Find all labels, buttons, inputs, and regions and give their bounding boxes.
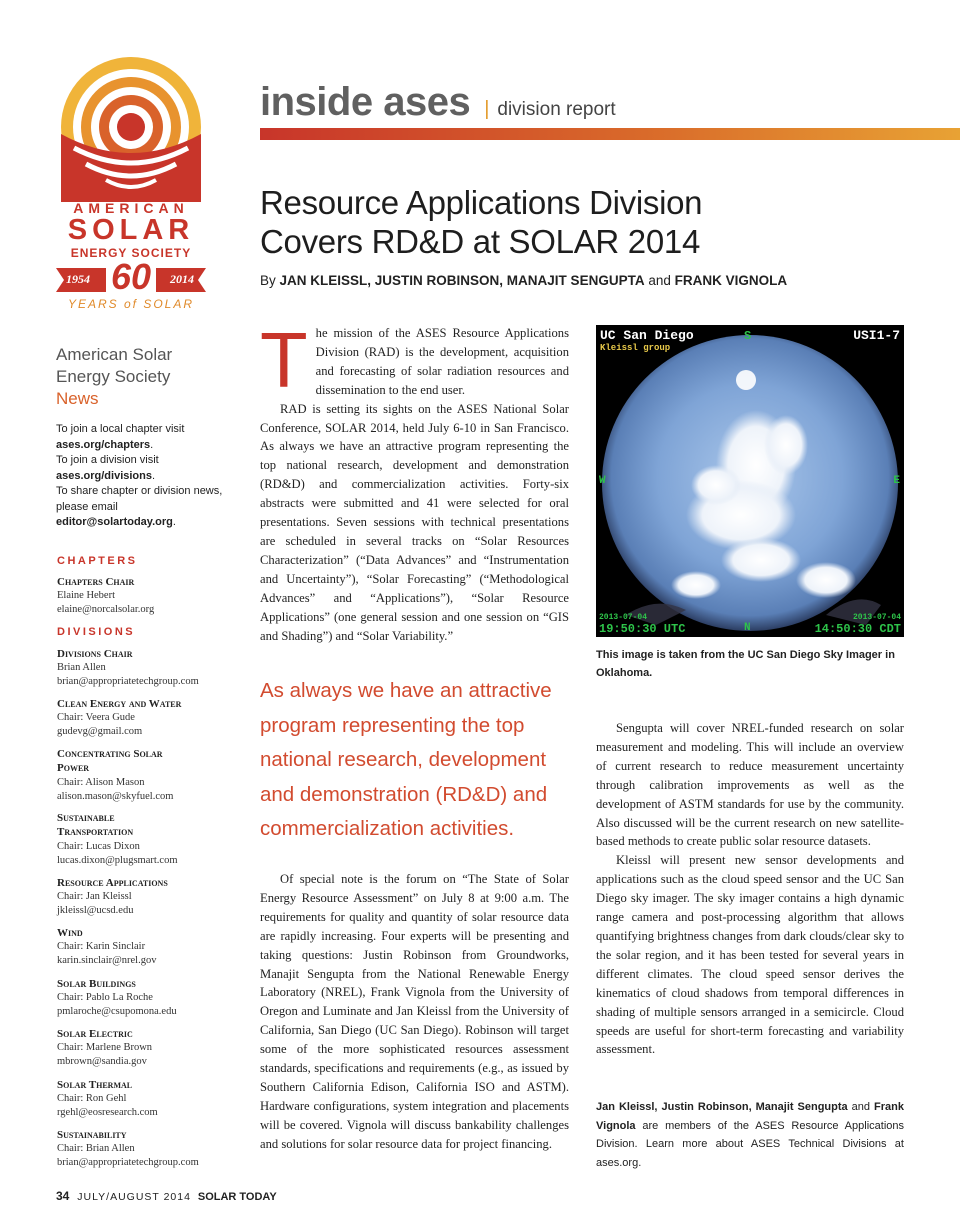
sky-time-left: 19:50:30 UTC [599, 622, 686, 636]
entry-name: Chair: Veera Gude [57, 712, 135, 723]
sky-time-right: 14:50:30 CDT [814, 622, 901, 636]
paragraph-text: he mission of the ASES Resource Applications Division (RAD) is the development, acquisition and forecasting of solar radiation resources and dissemination to the end user. [315, 326, 569, 397]
logo-years-of-solar: YEARS of SOLAR [67, 297, 195, 311]
entry-name: Chair: Marlene Brown [57, 1042, 153, 1053]
division-entry [57, 647, 232, 689]
sky-label-group: Kleissl group [600, 343, 671, 353]
entry-name: Chair: Alison Mason [57, 777, 145, 788]
paragraph: Kleissl will present new sensor developments and applications such as the cloud speed sensor and the UC San Diego sky imager. The sky imager contains a high dynamic range camera and post-processing algorithm that allows quantifying brightness changes from dark clouds/clear sky to the solar region, and it has been tested for several years in different climates. The cloud speed sensor derives the kinematics of cloud shadows from temporal differences in shading of multiple sensors arranged in a semicircle. Cloud speeds are useful for short-term forecasting and variability assessment. [596, 853, 904, 1057]
entry-title: Wind [57, 927, 83, 939]
division-entry-contact [57, 840, 232, 868]
sidebar-title-news: News [56, 389, 99, 408]
article-column-1 [260, 316, 569, 645]
article-title [260, 183, 820, 261]
logo-sixty: 60 [110, 256, 152, 297]
entry-email[interactable]: karin.sinclair@nrel.gov [57, 955, 157, 966]
entry-name: Brian Allen [57, 662, 106, 673]
issue-date: JULY/AUGUST 2014 [77, 1191, 191, 1203]
entry-email[interactable]: brian@appropriatetechgroup.com [57, 1157, 199, 1168]
byline-prefix: By [260, 273, 276, 288]
entry-email[interactable]: jkleissl@ucsd.edu [57, 905, 134, 916]
pull-quote: As always we have an attractive program representing the top national research, development and demonstration (RD&D) and commercialization activities. [260, 679, 552, 841]
entry-title: Solar Thermal [57, 1079, 133, 1091]
article-title-line2: Covers RD&D at SOLAR 2014 [260, 223, 701, 260]
sky-label-top-left: UC San Diego [600, 328, 694, 343]
chapters-chair-entry [57, 575, 232, 617]
sky-label-north: S [744, 329, 752, 343]
division-entry [57, 747, 167, 775]
sidebar-join-info: To join a local chapter visit ases.org/chapters. To join a division visit ases.org/divisions. To share chapter or division news, please email editor@solartoday.org. [56, 423, 223, 528]
article-title-line1: Resource Applications Division [260, 184, 703, 221]
paragraph: Sengupta will cover NREL-funded research on solar measurement and modeling. This will include an overview of current research to reduce measurement uncertainty through calibration improvements as well as the development of ASTM standards for use by the community. Also discussed will be the current research on new satellite-based methods to create public solar resource datasets. [596, 721, 904, 849]
join-chapter-text: To join a local chapter visit [56, 423, 185, 435]
paragraph: Of special note is the forum on “The State of Solar Energy Resource Assessment” on July 8 at 9:00 a.m. The requirements for quality and quantity of solar resource data are rapidly increasing. Four experts will be presenting and taking questions: Justin Robinson from Groundworks, Manajit Sengupta from the National Renewable Energy Laboratory (NREL), Frank Vignola from the University of Oregon and Luminate and Jan Kleissl from the University of California, San Diego (UC San Diego). Robinson will target some of the more sophisticated resources assessment standards, specifications and requirements (e.g., as issued by Southern California Edison, California ISO and ASTM). Hardware configurations, system integration and placements will be covered. Vignola will discuss bankability challenges and solutions for solar resource data for project financing. [260, 872, 569, 1151]
division-entry [57, 1027, 232, 1069]
ases-logo [56, 52, 206, 317]
sky-label-east: E [893, 475, 900, 487]
image-caption: This image is taken from the UC San Diego Sky Imager in Oklahoma. [596, 649, 895, 679]
entry-title: Sustainability [57, 1129, 127, 1141]
bio-last-name: Frank Vignola [596, 1101, 905, 1132]
division-entry [57, 926, 232, 968]
entry-email[interactable]: lucas.dixon@plugsmart.com [57, 855, 178, 866]
join-division-text: To join a division visit [56, 454, 159, 466]
entry-name: Chair: Pablo La Roche [57, 992, 153, 1003]
section-title: inside ases [260, 80, 471, 124]
sky-label-south: N [744, 622, 751, 634]
division-entry [57, 1078, 232, 1120]
sky-date-left: 2013-07-04 [599, 613, 648, 622]
division-entry [57, 1128, 232, 1170]
sidebar-title [56, 344, 216, 410]
entry-name: Chair: Ron Gehl [57, 1093, 127, 1104]
logo-solar: SOLAR [67, 214, 195, 246]
sidebar-title-line2: Energy Society [56, 367, 171, 386]
division-entry [57, 977, 232, 1019]
sky-imager-photo [596, 325, 904, 637]
entry-title: Sustainable Transportation [57, 812, 134, 838]
page-footer [56, 1189, 277, 1203]
paragraph-intro [260, 316, 569, 404]
join-chapter-link[interactable]: ases.org/chapters [56, 438, 151, 451]
drop-cap: T [260, 316, 308, 404]
logo-energy-society: ENERGY SOCIETY [70, 246, 192, 260]
section-header [260, 80, 616, 128]
sidebar-title-line1: American Solar [56, 345, 173, 364]
division-entry [57, 811, 167, 839]
bio-and: and [851, 1101, 871, 1113]
sky-photo-icon [596, 325, 904, 637]
entry-email[interactable]: mbrown@sandia.gov [57, 1056, 147, 1067]
entry-email[interactable]: pmlaroche@csupomona.edu [57, 1006, 177, 1017]
byline-and: and [648, 273, 671, 288]
entry-name: Chair: Lucas Dixon [57, 841, 140, 852]
sun-logo-icon [56, 52, 206, 202]
entry-title: Divisions Chair [57, 648, 133, 660]
sky-date-right: 2013-07-04 [852, 613, 901, 622]
entry-email[interactable]: elaine@norcalsolar.org [57, 604, 155, 615]
bio-names: Jan Kleissl, Justin Robinson, Manajit Sengupta [596, 1101, 848, 1113]
section-subtitle: division report [497, 99, 616, 120]
divisions-heading: DIVISIONS [57, 626, 136, 638]
header-gradient-bar [260, 128, 960, 140]
entry-title: Clean Energy and Water [57, 698, 182, 710]
division-entry [57, 876, 232, 918]
division-entry-contact [57, 776, 232, 804]
share-email-link[interactable]: editor@solartoday.org [56, 516, 173, 528]
entry-email[interactable]: rgehl@eosresearch.com [57, 1107, 158, 1118]
entry-email[interactable]: gudevg@gmail.com [57, 726, 143, 737]
entry-title: Resource Applications [57, 877, 168, 889]
page-number: 34 [56, 1189, 70, 1203]
magazine-name: SOLAR TODAY [197, 1191, 277, 1203]
article-column-2 [596, 719, 904, 1059]
logo-year-start: 1954 [66, 272, 90, 286]
division-entry [57, 697, 232, 739]
entry-title: Solar Electric [57, 1028, 133, 1040]
paragraph: RAD is setting its sights on the ASES National Solar Conference, SOLAR 2014, held July 6-10 in San Francisco. As always we have an attractive program representing the top national research, development and demonstration (RD&D) and commercialization activities. Forty-six abstracts were submitted and 41 were selected for oral presentations. Seven sessions with technical presentations are scheduled in several tracks on “Solar Resources Characterization” (“Data Advances” and “Instrumentation and Uncertainty”), “Solar Forecasting” (“Methodological Advances” and “Applications”), “Solar Resource Applications” (one general session and one session on “GIS and Shading”) and “Solar Variability.” [260, 401, 569, 643]
byline [260, 273, 860, 288]
entry-name: Elaine Hebert [57, 590, 116, 601]
join-division-link[interactable]: ases.org/divisions [56, 469, 152, 482]
entry-title: Chapters Chair [57, 576, 135, 588]
share-text: To share chapter or division news, please email [56, 485, 223, 513]
sky-label-west: W [599, 475, 606, 487]
entry-name: Chair: Karin Sinclair [57, 941, 146, 952]
byline-last-author: FRANK VIGNOLA [674, 273, 788, 288]
article-column-1-lower [260, 870, 569, 1154]
header-separator: | [484, 98, 490, 120]
entry-title: Concentrating Solar Power [57, 748, 163, 774]
chapters-heading: CHAPTERS [57, 555, 138, 567]
entry-name: Chair: Brian Allen [57, 1143, 135, 1154]
bio-text: are members of the ASES Resource Applications Division. Learn more about ASES Technical Divisions at ases.org. [596, 1119, 904, 1169]
entry-name: Chair: Jan Kleissl [57, 891, 132, 902]
byline-authors: JAN KLEISSL, JUSTIN ROBINSON, MANAJIT SENGUPTA [279, 273, 645, 288]
author-bio [596, 1098, 904, 1172]
logo-year-end: 2014 [170, 272, 194, 286]
sky-label-top-right: USI1-7 [853, 328, 900, 343]
entry-title: Solar Buildings [57, 978, 136, 990]
entry-email[interactable]: brian@appropriatetechgroup.com [57, 676, 199, 687]
entry-email[interactable]: alison.mason@skyfuel.com [57, 791, 174, 802]
logo-american: AMERICAN [73, 200, 189, 216]
